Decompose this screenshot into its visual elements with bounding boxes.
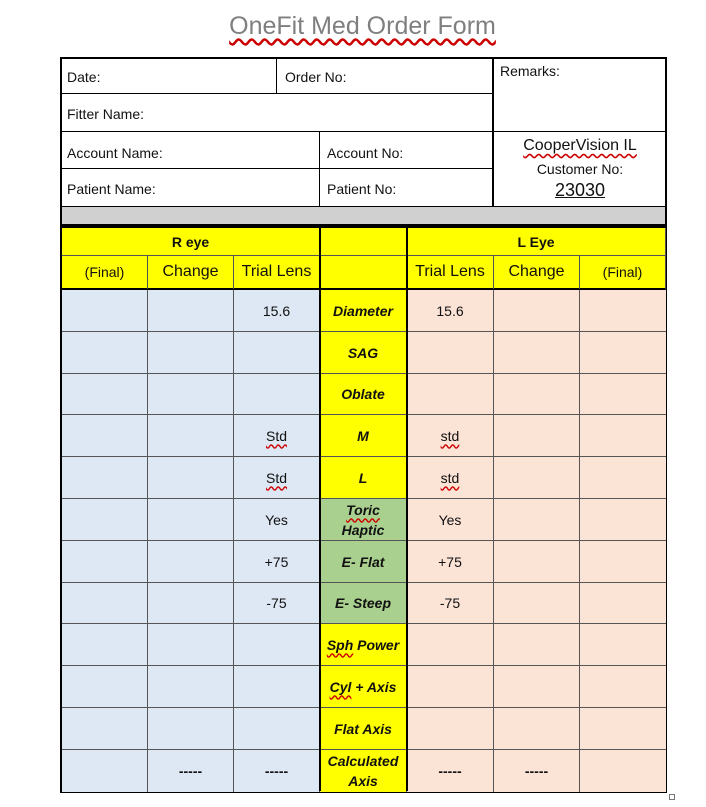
l-final-header: [580, 256, 666, 290]
r-trial-cell[interactable]: [234, 541, 320, 583]
param-label: [320, 499, 407, 541]
r-trial-cell[interactable]: [234, 666, 320, 708]
l-trial-cell-text: std: [440, 469, 460, 486]
table-cell[interactable]: [580, 708, 666, 750]
table-cell[interactable]: [62, 415, 148, 457]
table-cell[interactable]: [62, 708, 148, 750]
r-trial-cell-text: Yes: [265, 511, 288, 528]
param-label: [320, 457, 407, 499]
l-eye-header-text: L Eye: [517, 233, 555, 250]
table-cell[interactable]: [62, 666, 148, 708]
param-label-text: Oblate: [341, 386, 385, 402]
table-cell[interactable]: [580, 750, 666, 792]
param-label-text: Calculated Axis: [327, 753, 399, 789]
table-cell[interactable]: [62, 499, 148, 541]
remarks-field[interactable]: Remarks:: [500, 63, 560, 79]
order-table: [60, 226, 667, 793]
table-cell[interactable]: [62, 290, 148, 332]
l-trial-cell[interactable]: [407, 332, 494, 374]
param-label: [320, 415, 407, 457]
l-trial-cell[interactable]: [407, 499, 494, 541]
param-label-text: M: [357, 427, 369, 444]
l-trial-cell[interactable]: [407, 583, 494, 624]
table-cell[interactable]: [62, 750, 148, 792]
table-cell[interactable]: [148, 374, 234, 415]
table-cell[interactable]: [148, 541, 234, 583]
table-cell[interactable]: [62, 332, 148, 374]
r-trial-cell[interactable]: [234, 290, 320, 332]
customer-no-label: Customer No:: [536, 161, 624, 177]
r-trial-cell-text: Std: [265, 427, 287, 444]
r-trial-cell[interactable]: [234, 624, 320, 666]
table-cell[interactable]: [494, 499, 580, 541]
l-trial-cell-text: std: [440, 427, 460, 444]
table-cell[interactable]: [148, 583, 234, 624]
l-trial-cell[interactable]: [407, 750, 494, 792]
divider: [61, 93, 493, 94]
table-cell[interactable]: [580, 541, 666, 583]
r-change-header: [148, 256, 234, 290]
supplier-name: CooperVision IL: [523, 137, 637, 154]
l-trial-cell[interactable]: [407, 457, 494, 499]
param-label-text: Sph Power: [326, 636, 400, 653]
form-title: OneFit Med Order Form: [229, 12, 496, 40]
r-trial-cell[interactable]: [234, 499, 320, 541]
table-cell[interactable]: [494, 583, 580, 624]
l-trial-cell[interactable]: [407, 624, 494, 666]
table-cell[interactable]: [148, 415, 234, 457]
param-label: [320, 750, 407, 792]
param-label-text: Flat Axis: [334, 720, 392, 737]
table-cell[interactable]: [62, 624, 148, 666]
account-no-field[interactable]: Account No:: [327, 145, 404, 161]
r-eye-header-text: R eye: [171, 233, 210, 250]
r-trial-header-text: Trial Lens: [241, 263, 312, 280]
table-cell[interactable]: [62, 457, 148, 499]
r-eye-header: [62, 228, 320, 256]
table-cell[interactable]: [494, 541, 580, 583]
param-label-text: Cyl + Axis: [329, 678, 397, 695]
account-name-field[interactable]: Account Name:: [67, 145, 163, 161]
customer-no-value: 23030: [554, 180, 606, 200]
table-cell[interactable]: [580, 583, 666, 624]
column-divider: [406, 228, 408, 791]
resize-handle[interactable]: [669, 794, 675, 800]
l-trial-cell[interactable]: [407, 374, 494, 415]
l-eye-header: [407, 228, 666, 256]
table-cell[interactable]: [62, 374, 148, 415]
table-cell[interactable]: [494, 374, 580, 415]
r-trial-cell[interactable]: [234, 708, 320, 750]
table-cell[interactable]: [580, 624, 666, 666]
l-trial-cell[interactable]: [407, 290, 494, 332]
r-trial-cell[interactable]: [234, 750, 320, 792]
r-trial-cell[interactable]: [234, 583, 320, 624]
table-cell[interactable]: [148, 624, 234, 666]
l-trial-cell[interactable]: [407, 708, 494, 750]
r-trial-cell-text: +75: [264, 553, 289, 570]
r-trial-cell[interactable]: [234, 332, 320, 374]
param-squiggle: Toric: [346, 501, 380, 518]
r-trial-header: [234, 256, 320, 290]
divider: [319, 131, 320, 207]
r-trial-cell-text: 15.6: [262, 302, 291, 319]
table-cell[interactable]: [148, 499, 234, 541]
r-trial-cell-text: -75: [266, 595, 287, 611]
l-trial-cell-text: Yes: [438, 511, 462, 528]
r-change-cell-text: -----: [178, 763, 203, 779]
r-trial-cell-text: Std: [265, 469, 287, 486]
r-change-cell[interactable]: [148, 750, 234, 792]
r-change-header-text: Change: [162, 263, 219, 280]
l-trial-cell-text: -75: [439, 595, 461, 611]
r-trial-cell[interactable]: [234, 415, 320, 457]
l-trial-cell[interactable]: [407, 415, 494, 457]
table-cell[interactable]: [580, 499, 666, 541]
table-cell[interactable]: [494, 708, 580, 750]
r-final-header-text: (Final): [84, 264, 125, 280]
l-change-header: [494, 256, 580, 290]
l-trial-cell-text: -----: [438, 763, 462, 779]
table-cell[interactable]: [148, 457, 234, 499]
l-trial-header-text: Trial Lens: [415, 263, 485, 280]
divider: [276, 58, 277, 94]
param-label: [320, 624, 407, 666]
param-label: [320, 332, 407, 374]
param-label-text: E- Steep: [334, 595, 391, 611]
param-label-text: SAG: [347, 344, 379, 361]
table-cell[interactable]: [580, 457, 666, 499]
patient-name-field[interactable]: Patient Name:: [67, 181, 156, 197]
divider: [61, 168, 493, 169]
table-cell[interactable]: [494, 457, 580, 499]
l-trial-cell[interactable]: [407, 666, 494, 708]
l-final-header-text: (Final): [602, 264, 643, 280]
table-cell[interactable]: [580, 290, 666, 332]
table-cell[interactable]: [580, 415, 666, 457]
table-cell[interactable]: [148, 290, 234, 332]
param-label-text: Diameter: [333, 302, 393, 319]
r-final-header: [62, 256, 148, 290]
r-trial-cell-text: -----: [264, 763, 289, 779]
table-cell[interactable]: [494, 415, 580, 457]
param-label: [320, 374, 407, 415]
table-cell[interactable]: [494, 666, 580, 708]
param-label: [320, 708, 407, 750]
param-squiggle: Cyl: [329, 678, 352, 695]
column-divider: [319, 228, 321, 791]
patient-no-field[interactable]: Patient No:: [327, 181, 397, 197]
param-label: [320, 666, 407, 708]
l-trial-cell[interactable]: [407, 541, 494, 583]
table-cell[interactable]: [148, 708, 234, 750]
l-trial-cell-text: +75: [438, 553, 462, 570]
l-trial-cell-text: 15.6: [436, 302, 464, 319]
r-trial-cell[interactable]: [234, 374, 320, 415]
table-cell[interactable]: [62, 583, 148, 624]
param-header: [320, 256, 407, 290]
header-spacer: [320, 228, 407, 256]
table-cell[interactable]: [494, 332, 580, 374]
l-change-cell[interactable]: [494, 750, 580, 792]
fitter-name-field[interactable]: Fitter Name:: [67, 106, 145, 122]
param-squiggle: Sph: [326, 636, 354, 653]
divider: [61, 131, 666, 132]
table-cell[interactable]: [148, 332, 234, 374]
param-label: [320, 583, 407, 624]
table-cell[interactable]: [580, 374, 666, 415]
param-label-text: L: [358, 469, 368, 486]
param-label: [320, 541, 407, 583]
separator-bar: [60, 207, 667, 226]
l-change-header-text: Change: [508, 263, 565, 280]
param-label-text: E- Flat: [341, 553, 385, 570]
table-cell[interactable]: [62, 541, 148, 583]
r-trial-cell[interactable]: [234, 457, 320, 499]
table-cell[interactable]: [494, 290, 580, 332]
param-label: [320, 290, 407, 332]
table-cell[interactable]: [148, 666, 234, 708]
l-change-cell-text: -----: [524, 763, 549, 779]
table-cell[interactable]: [494, 624, 580, 666]
l-trial-header: [407, 256, 494, 290]
order-no-field[interactable]: Order No:: [285, 69, 347, 85]
table-cell[interactable]: [580, 666, 666, 708]
date-field[interactable]: Date:: [67, 69, 101, 85]
table-cell[interactable]: [580, 332, 666, 374]
param-label-text: Toric Haptic: [341, 501, 385, 538]
